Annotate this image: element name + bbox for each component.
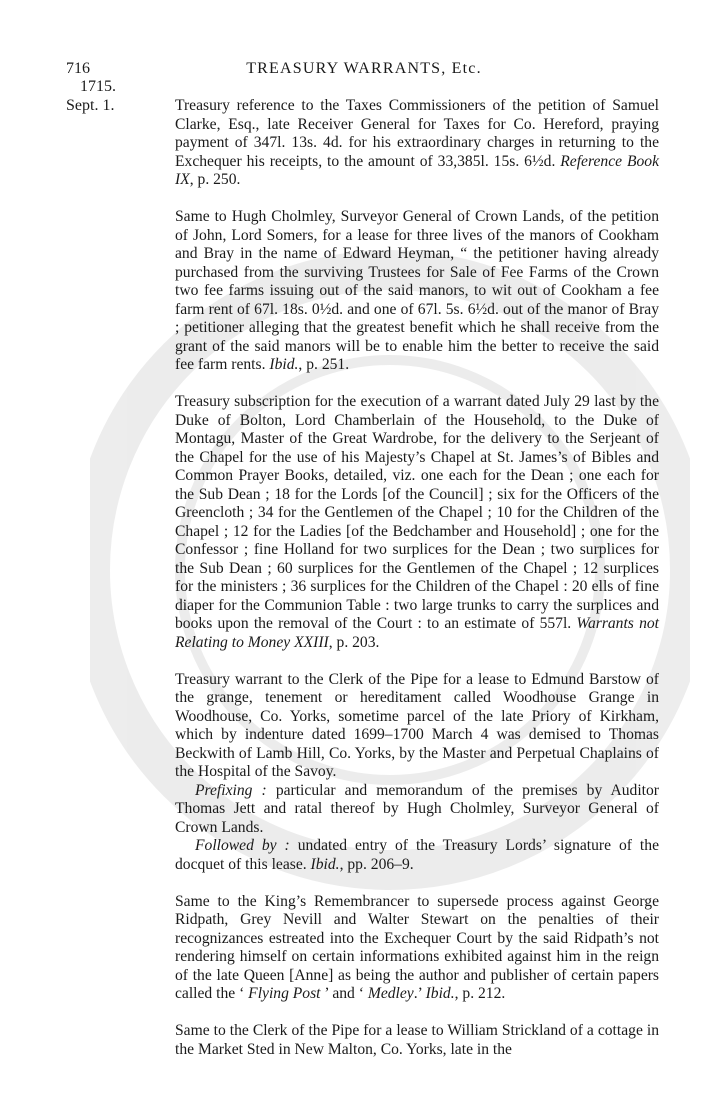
source-reference: Ibid. <box>269 356 299 373</box>
entry-barstow-lease: Treasury warrant to the Clerk of the Pipe for a lease to Edmund Barstow of the grange, tenement or hereditament called Woodhouse Grange in Woodhouse, Co. Yorks, sometime parcel of the late Priory of Kirkham, which by indenture dated 1699–1700 March 4 was demised to Thomas Beckwith of Lamb Hill, Co. Yorks, by the Master and Perpetual Chaplains of the Hospital of the Savoy. Prefixing : particular and memorandum of the premises by Auditor Thomas Jett and ratal thereof by Hugh Cholmley, Surveyor General of Crown Lands. Followed by : undated entry of the Treasury Lords’ signature of the docquet of this lease. Ibid., pp. 206–9. <box>175 670 659 873</box>
followed-by-note: Followed by : undated entry of the Treasury Lords’ signature of the docquet of this lease. Ibid., pp. 206–9. <box>175 837 659 873</box>
margin-date: Sept. 1. <box>66 97 115 114</box>
entry-taxes-reference: Treasury reference to the Taxes Commissioners of the petition of Samuel Clarke, Esq., late Receiver General for Taxes for Co. Hereford, praying payment of 347l. 13s. 4d. for his extraordinary charges in returning to the Exchequer his receipts, to the amount of 33,385l. 15s. 6½d. Reference Book IX, p. 250. <box>175 97 659 188</box>
source-reference: Warrants not Relating to Money XXIII <box>175 615 659 651</box>
prefixing-note: Prefixing : particular and memorandum of the premises by Auditor Thomas Jett and ratal thereof by Hugh Cholmley, Surveyor General of Crown Lands. <box>175 781 659 836</box>
source-reference: Ibid. <box>425 985 455 1002</box>
source-reference: Reference Book IX <box>175 152 659 188</box>
source-reference: Ibid. <box>310 855 340 873</box>
entry-chapel-subscription: Treasury subscription for the execution of a warrant dated July 29 last by the Duke of Bolton, Lord Chamberlain of the Household, to the Duke of Montagu, Master of the Great Wardrobe, for the delivery to the Serjeant of the Chapel for the use of his Majesty’s Chapel at St. James’s of Bibles and Common Prayer Books, detailed, viz. one each for the Dean ; one each for the Sub Dean ; 18 for the Lords [of the Council] ; six for the Officers of the Greencloth ; 34 for the Gentlemen of the Chapel ; 10 for the Children of the Chapel ; 12 for the Ladies [of the Bedchamber and Household] ; one for the Confessor ; fine Holland for two surplices for the Dean ; two surplices for the Sub Dean ; 60 surplices for the Gentlemen of the Chapel ; 12 surplices for the ministers ; 36 surplices for the Children of the Chapel : 20 ells of fine diaper for the Communion Table : two large trunks to carry the surplices and books upon the removal of the Court : to an estimate of 557l. Warrants not Relating to Money XXIII, p. 203. <box>175 393 659 651</box>
margin-year: 1715. <box>80 78 116 95</box>
entry-strickland-lease: Same to the Clerk of the Pipe for a lease to William Strickland of a cottage in the Market Sted in New Malton, Co. Yorks, late in the <box>175 1022 659 1058</box>
page-number: 716 <box>66 60 90 77</box>
entry-ridpath-process: Same to the King’s Remembrancer to supersede process against George Ridpath, Grey Nevill and Walter Stewart on the penalties of their recognizances estreated into the Exchequer Court by the said Ridpath’s not rendering himself on certain informations exhibited against him in the reign of the late Queen [Anne] as being the author and publisher of certain papers called the ‘ Flying Post ’ and ‘ Medley.’ Ibid., p. 212. <box>175 892 659 1002</box>
running-title: TREASURY WARRANTS, Etc. <box>246 60 482 77</box>
entry-cholmley-somers: Same to Hugh Cholmley, Surveyor General of Crown Lands, of the petition of John, Lord Somers, for a lease for three lives of the manors of Cookham and Bray in the name of Edward Heyman, “ the petitioner having already purchased from the surviving Trustees for Sale of Fee Farms of the Crown two fee farms issuing out of the said manors, to wit out of Cookham a fee farm rent of 67l. 18s. 0½d. and one of 67l. 5s. 6½d. out of the manor of Bray ; petitioner alleging that the greatest benefit which he shall receive from the grant of the said manors will be to enable him the better to receive the said fee farm rents. Ibid., p. 251. <box>175 208 659 373</box>
body-text <box>175 97 659 1078</box>
